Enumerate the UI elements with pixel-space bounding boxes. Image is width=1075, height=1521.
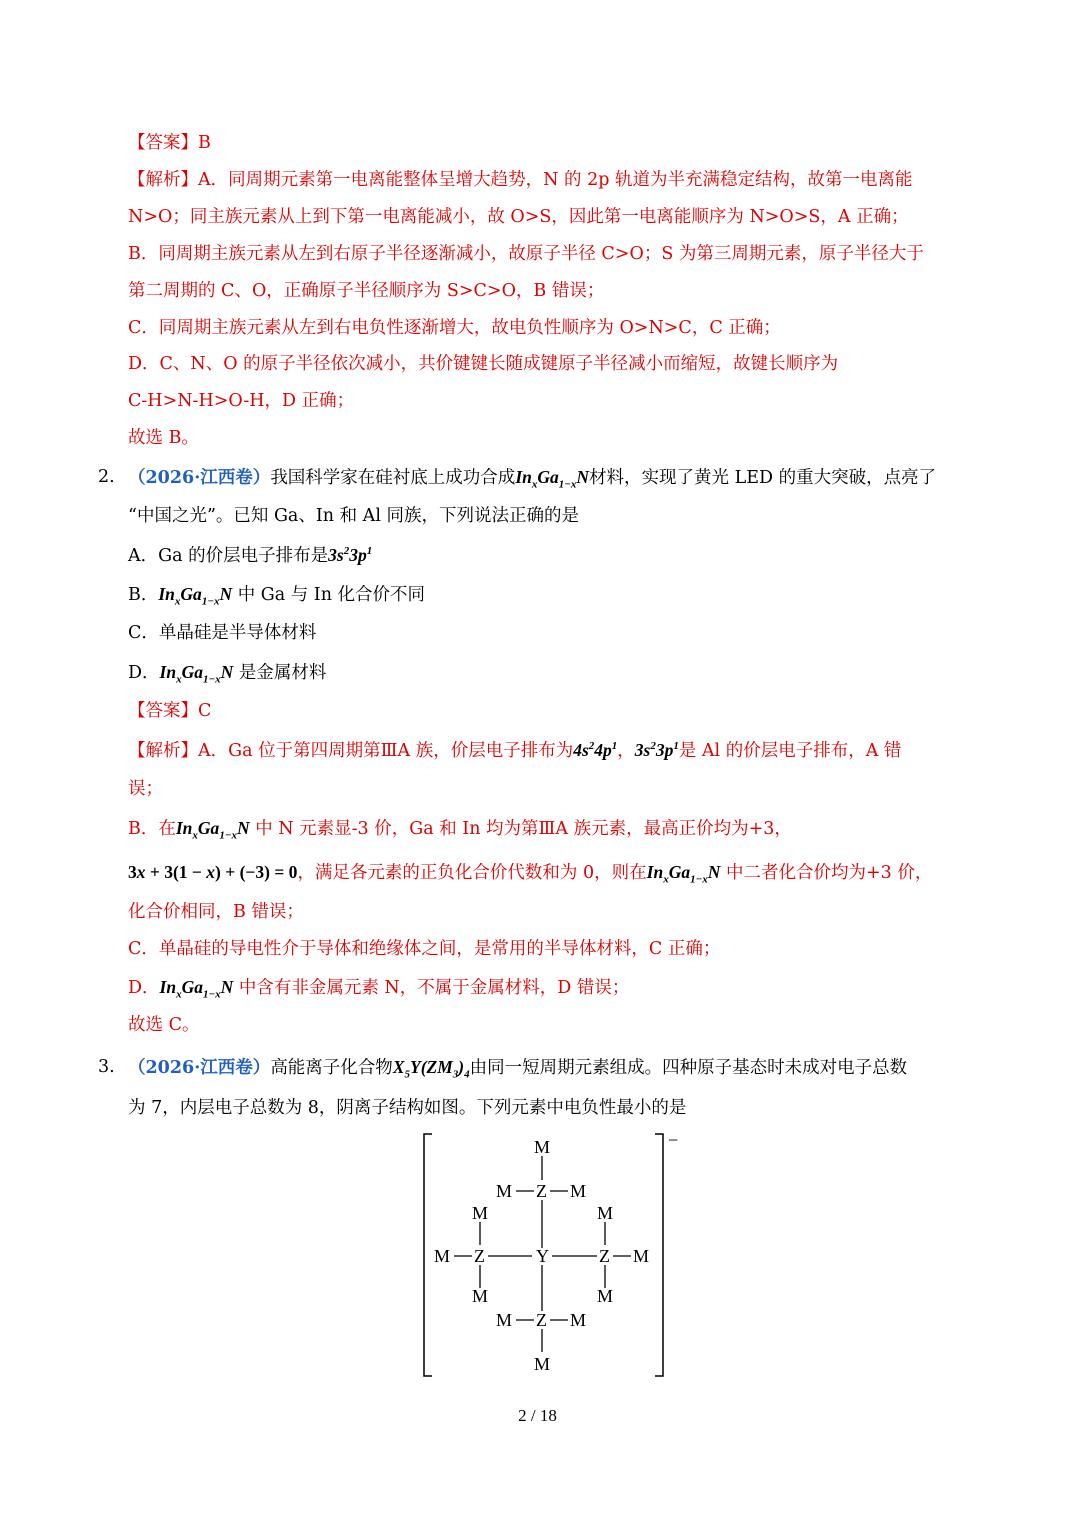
q2-option-b: B．$In_xGa_{1-x}N$ 中 Ga 与 In 化合价不同 <box>128 584 426 608</box>
q2-stem-line-1: （2026·江西卷）我国科学家在硅衬底上成功合成$In_xGa_{1-x}N$材料，实现了黄光 LED 的重大突破，点亮了 <box>128 467 937 491</box>
q2-conclusion: 故选 C。 <box>128 1015 200 1035</box>
anion-structure-diagram <box>420 1130 690 1380</box>
formula-x5y-zm3-4: $X_5Y(ZM_3)_4$ <box>392 1057 470 1081</box>
formula-inxga1-xn: $In_xGa_{1-x}N$ <box>515 467 590 491</box>
q2-analysis-line-6: C．单晶硅的导电性介于导体和绝缘体之间，是常用的半导体材料，C 正确； <box>128 939 721 959</box>
q2-analysis-line-5: 化合价相同，B 错误； <box>128 902 304 922</box>
q3-number: 3. <box>98 1057 115 1077</box>
bracket-left <box>424 1134 432 1376</box>
bracket-right <box>655 1134 663 1376</box>
atom-m: M <box>633 1246 650 1266</box>
q2-analysis-line-1: 【解析】A．Ga 位于第四周期第ⅢA 族，价层电子排布为$4s^24p^1$，$3s^23p^1$是 Al 的价层电子排布，A 错 <box>128 740 902 761</box>
q3-stem-line-2: 为 7，内层电子总数为 8，阴离子结构如图。下列元素中电负性最小的是 <box>128 1098 687 1118</box>
atom-z-left: Z <box>474 1246 485 1266</box>
q1-analysis-line-6: D．C、N、O 的原子半径依次减小，共价键键长随成键原子半径减小而缩短，故键长顺序为 <box>128 354 839 374</box>
q2-number: 2. <box>98 467 115 487</box>
atom-z-bottom: Z <box>536 1310 547 1330</box>
q2-stem-line-2: “中国之光”。已知 Ga、In 和 Al 同族，下列说法正确的是 <box>128 506 579 526</box>
atom-m: M <box>534 1137 551 1157</box>
q2-analysis-line-2: 误； <box>128 779 163 799</box>
atom-z-right: Z <box>599 1246 610 1266</box>
q1-answer: 【答案】B <box>128 133 211 153</box>
atom-m: M <box>570 1310 587 1330</box>
q1-analysis-line-3: B．同周期主族元素从左到右原子半径逐渐减小，故原子半径 C>O；S 为第三周期元素，原子半径大于 <box>128 244 924 264</box>
q2-option-d: D．$In_xGa_{1-x}N$ 是金属材料 <box>128 662 327 686</box>
q2-option-a: A．Ga 的价层电子排布是$3s^23p^1$ <box>128 545 373 566</box>
atom-m: M <box>472 1286 489 1306</box>
atom-m: M <box>534 1354 551 1374</box>
atom-y: Y <box>536 1246 549 1266</box>
q1-analysis-line-7: C-H>N-H>O-H，D 正确； <box>128 391 355 411</box>
q1-analysis-line-1: 【解析】A．同周期元素第一电离能整体呈增大趋势，N 的 2p 轨道为半充满稳定结构，故第一电离能 <box>128 170 913 190</box>
q2-option-c: C．单晶硅是半导体材料 <box>128 623 317 643</box>
atom-m: M <box>597 1203 614 1223</box>
q3-stem-line-1: （2026·江西卷）高能离子化合物$X_5Y(ZM_3)_4$由同一短周期元素组成。四种原子基态时未成对电子总数 <box>128 1057 908 1081</box>
page-number: 2 / 18 <box>518 1406 557 1425</box>
q2-analysis-line-3: B．在$In_xGa_{1-x}N$ 中 N 元素显-3 价，Ga 和 In 均为第ⅢA 族元素，最高正价均为+3， <box>128 818 792 842</box>
q2-answer: 【答案】C <box>128 701 212 721</box>
q2-analysis-line-4: 3x + 3(1 − x) + (−3) = 0，满足各元素的正负化合价代数和为 0，则在$In_xGa_{1-x}N$ 中二者化合价均为+3 价， <box>128 862 933 886</box>
q1-conclusion: 故选 B。 <box>128 428 199 448</box>
q1-analysis-line-2: N>O；同主族元素从上到下第一电离能减小，故 O>S，因此第一电离能顺序为 N>O>S，A 正确； <box>128 207 909 227</box>
atom-m: M <box>570 1181 587 1201</box>
atom-m: M <box>597 1286 614 1306</box>
q1-analysis-line-4: 第二周期的 C、O，正确原子半径顺序为 S>C>O，B 错误； <box>128 281 605 301</box>
atom-m: M <box>472 1203 489 1223</box>
atom-z-top: Z <box>536 1181 547 1201</box>
atom-m: M <box>496 1310 513 1330</box>
atom-m: M <box>434 1246 451 1266</box>
atom-m: M <box>496 1181 513 1201</box>
q1-analysis-line-5: C．同周期主族元素从左到右电负性逐渐增大，故电负性顺序为 O>N>C，C 正确； <box>128 318 781 338</box>
q2-analysis-line-7: D．$In_xGa_{1-x}N$ 中含有非金属元素 N，不属于金属材料，D 错误； <box>128 977 630 1001</box>
anion-charge: − <box>668 1130 679 1150</box>
